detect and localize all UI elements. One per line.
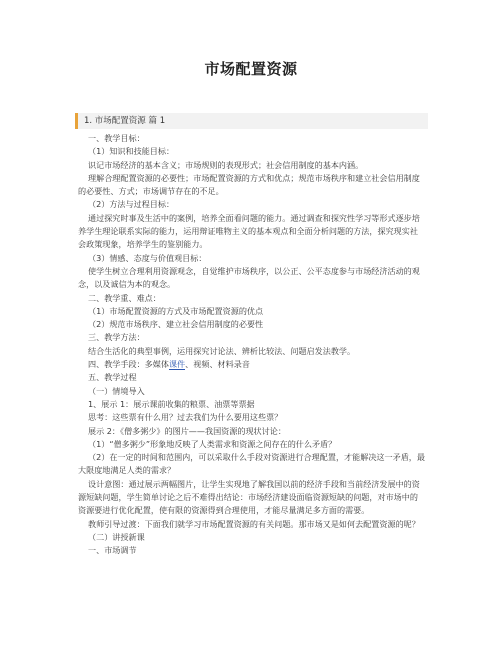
paragraph: 二、教学重、难点： bbox=[88, 292, 161, 303]
section-header bbox=[75, 113, 428, 129]
paragraph: （一）情境导入 bbox=[88, 385, 145, 396]
courseware-link[interactable]: 课件 bbox=[168, 359, 186, 370]
paragraph: 教师引导过渡：下面我们就学习市场配置资源的有关问题。那市场又是如何去配置资源的呢？ bbox=[88, 518, 420, 529]
paragraph: 思考：这些票有什么用？过去我们为什么要用这些票？ bbox=[88, 412, 283, 423]
paragraph: （1）知识和技能目标： bbox=[88, 146, 175, 157]
paragraph: 设计意图：通过展示两幅图片，让学生实现地了解我国以前的经济手段和当前经济发展中的资源短缺问题，学生简单讨论之后不难得出结论：市场经济建设面临资源短缺的问题，对市场中的资源要进行优化配置，使有限的资源得到合理使用，才能尽量满足多方面的需要。 bbox=[78, 478, 420, 516]
document-body bbox=[78, 132, 426, 558]
paragraph: 一、市场调节 bbox=[88, 545, 137, 556]
paragraph: 识记市场经济的基本含义；市场规则的表现形式；社会信用制度的基本内涵。 bbox=[88, 159, 364, 170]
paragraph: 结合生活化的典型事例，运用探究讨论法、辨析比较法、问题启发法教学。 bbox=[88, 345, 356, 356]
paragraph bbox=[78, 358, 426, 371]
paragraph: （1）“僧多粥少”形象地反映了人类需求和资源之间存在的什么矛盾？ bbox=[88, 438, 337, 449]
text-segment: 四、教学手段：多媒体 bbox=[88, 359, 169, 370]
paragraph: 一、教学目标： bbox=[88, 133, 145, 143]
paragraph: 五、教学过程 bbox=[88, 372, 137, 383]
text-segment: 、视频、材料录音 bbox=[185, 359, 250, 370]
paragraph: （2）规范市场秩序、建立社会信用制度的必要性 bbox=[88, 319, 264, 330]
paragraph: （2）方法与过程目标： bbox=[88, 199, 175, 210]
paragraph: 理解合理配置资源的必要性；市场配置资源的方式和优点；规范市场秩序和建立社会信用制度的必要性、方式；市场调节存在的不足。 bbox=[78, 172, 420, 197]
paragraph: （1）市场配置资源的方式及市场配置资源的优点 bbox=[88, 305, 264, 316]
paragraph: （3）情感、态度与价值观目标： bbox=[88, 252, 207, 263]
paragraph: 1、展示 1：展示课前收集的粮票、油票等票据 bbox=[88, 398, 255, 409]
paragraph: 通过探究时事及生活中的案例，培养全面看问题的能力。通过调查和探究性学习等形式逐步培养学生理论联系实际的能力，运用辩证唯物主义的基本观点和全面分析问题的方法，探究现实社会政策现象，培养学生的鉴别能力。 bbox=[78, 212, 420, 250]
section-header-label: 1. 市场配置资源 篇 1 bbox=[84, 116, 166, 126]
paragraph: （二）讲授新课 bbox=[88, 531, 145, 542]
paragraph: 使学生树立合理利用资源观念，自觉维护市场秩序，以公正、公平态度参与市场经济活动的观念，以及诚信为本的观念。 bbox=[78, 265, 420, 290]
paragraph: （2）在一定的时间和范围内，可以采取什么手段对资源进行合理配置，才能解决这一矛盾，最大限度地满足人类的需求？ bbox=[78, 452, 425, 476]
document-title: 市场配置资源 bbox=[204, 60, 298, 78]
paragraph: 三、教学方法： bbox=[88, 332, 145, 343]
paragraph: 展示 2：《僧多粥少》的图片——我国资源的现状讨论： bbox=[88, 425, 286, 436]
